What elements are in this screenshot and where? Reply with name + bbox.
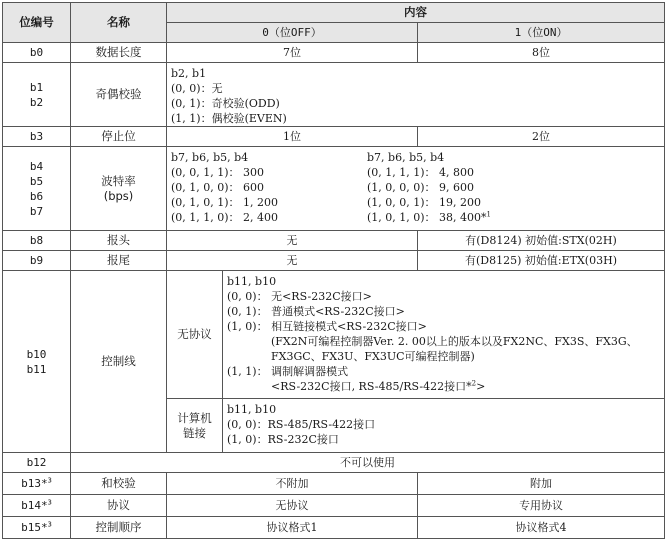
header-on: 1（位ON）: [418, 23, 665, 43]
parity-line: (0, 1)：奇校验(ODD): [171, 97, 280, 110]
table-row: [3, 251, 665, 271]
control-line: (1, 0)：RS-232C接口: [227, 433, 339, 446]
table-row: [3, 271, 665, 399]
baud-line: b7, b6, b5, b4: [367, 151, 445, 164]
computer-link-text: 链接: [183, 425, 206, 440]
baud-line: (0, 1, 0, 1)： 1, 200: [171, 196, 279, 209]
baud-line: (0, 1, 1, 1)： 4, 800: [367, 166, 475, 179]
bit-label: b7: [29, 204, 44, 218]
bit-cell: [3, 495, 71, 517]
name-cell: 控制顺序: [71, 517, 167, 539]
on-cell: 8位: [418, 43, 665, 63]
name-cell: 报尾: [71, 251, 167, 271]
bit-label: b6: [29, 189, 44, 203]
off-cell: 协议格式1: [167, 517, 418, 539]
baud-right-column: [367, 150, 567, 225]
name-cell: [71, 147, 167, 231]
bit-cell: [3, 517, 71, 539]
control-line: b11, b10: [227, 275, 277, 288]
parity-content: [167, 63, 665, 127]
header-off: 0（位OFF）: [167, 23, 418, 43]
on-cell: 附加: [418, 473, 665, 495]
table-row: [3, 127, 665, 147]
name-cell: 和校验: [71, 473, 167, 495]
baud-line: (0, 0, 1, 1)： 300: [171, 166, 265, 179]
baud-line: (1, 0, 1, 0)： 38, 400*: [367, 211, 487, 224]
footnote-mark: 3: [47, 498, 52, 507]
bit-cell: [3, 271, 71, 453]
baud-content: [167, 147, 665, 231]
table-row: [3, 453, 665, 473]
footnote-mark: 3: [47, 520, 52, 529]
on-cell: 协议格式4: [418, 517, 665, 539]
bit-cell: [3, 63, 71, 127]
bit-label: b13*: [21, 477, 48, 490]
modem-detail-close: >: [476, 380, 486, 393]
bit-cell: b9: [3, 251, 71, 271]
bit-label: b14*: [21, 499, 48, 512]
control-note: FX3GC、FX3U、FX3UC可编程控制器): [271, 350, 475, 363]
table-row: [3, 63, 665, 127]
no-protocol-label: 无协议: [167, 271, 223, 399]
name-cell: 控制线: [71, 271, 167, 453]
name-cell: 奇偶校验: [71, 63, 167, 127]
computer-link-label: [167, 399, 223, 453]
bit-label: b11: [26, 362, 47, 376]
modem-detail-text: <RS-232C接口, RS-485/RS-422接口*: [271, 380, 472, 393]
on-cell: 专用协议: [418, 495, 665, 517]
computer-link-text: 计算机: [177, 410, 212, 425]
computer-link-content: [223, 399, 665, 453]
bit-label: b15*: [21, 521, 48, 534]
off-cell: 无: [167, 251, 418, 271]
bit-cell: b3: [3, 127, 71, 147]
on-cell: 2位: [418, 127, 665, 147]
name-cell: 协议: [71, 495, 167, 517]
control-line: (0, 0)：RS-485/RS-422接口: [227, 418, 376, 431]
table-row: [3, 147, 665, 231]
control-line: (1, 1)： 调制解调器模式: [227, 365, 349, 378]
off-cell: 无协议: [167, 495, 418, 517]
table-row: [3, 43, 665, 63]
communication-format-table: [2, 2, 665, 539]
bit-cell: b8: [3, 231, 71, 251]
control-line: (1, 0)： 相互链接模式<RS-232C接口>: [227, 320, 427, 333]
off-cell: 无: [167, 231, 418, 251]
on-cell: 有(D8124) 初始值:STX(02H): [418, 231, 665, 251]
control-line: (0, 0)： 无<RS-232C接口>: [227, 290, 372, 303]
bit-label: b2: [29, 95, 44, 109]
unused-cell: 不可以使用: [71, 453, 665, 473]
name-cell: 停止位: [71, 127, 167, 147]
bit-cell: b12: [3, 453, 71, 473]
table-row: [3, 517, 665, 539]
control-note: (FX2N可编程控制器Ver. 2. 00以上的版本以及FX2NC、FX3S、FX3G、: [271, 335, 638, 348]
baud-line-last: [367, 210, 567, 225]
header-content: 内容: [167, 3, 665, 23]
table-row: [3, 473, 665, 495]
baud-line: (1, 0, 0, 0)： 9, 600: [367, 181, 475, 194]
no-protocol-content: [223, 271, 665, 399]
bit-cell: b0: [3, 43, 71, 63]
footnote-mark: 3: [47, 476, 52, 485]
on-cell: 有(D8125) 初始值:ETX(03H): [418, 251, 665, 271]
bit-label: b1: [29, 80, 44, 94]
control-line: (0, 1)： 普通模式<RS-232C接口>: [227, 305, 405, 318]
header-name: 名称: [71, 3, 167, 43]
bit-label: b5: [29, 174, 44, 188]
parity-line: b2, b1: [171, 67, 207, 80]
off-cell: 7位: [167, 43, 418, 63]
baud-line: (0, 1, 1, 0)： 2, 400: [171, 211, 279, 224]
baud-line: (1, 0, 0, 1)： 19, 200: [367, 196, 482, 209]
name-cell: 报头: [71, 231, 167, 251]
footnote-mark: 1: [486, 210, 492, 219]
baud-left-column: [171, 150, 367, 225]
baud-line: b7, b6, b5, b4: [171, 151, 249, 164]
bit-cell: [3, 473, 71, 495]
baud-line: (0, 1, 0, 0)： 600: [171, 181, 265, 194]
parity-line: (1, 1)：偶校验(EVEN): [171, 112, 287, 125]
off-cell: 不附加: [167, 473, 418, 495]
bit-label: b4: [29, 159, 44, 173]
name-cell: 数据长度: [71, 43, 167, 63]
modem-detail: [227, 379, 660, 394]
parity-line: (0, 0)：无: [171, 82, 223, 95]
footnote-mark: 2: [471, 379, 477, 388]
table-row: [3, 495, 665, 517]
bit-label: b10: [26, 347, 47, 361]
baud-unit: (bps): [103, 188, 134, 203]
header-bit-no: 位编号: [3, 3, 71, 43]
off-cell: 1位: [167, 127, 418, 147]
table-row: [3, 231, 665, 251]
baud-title: 波特率: [101, 173, 136, 188]
bit-cell: [3, 147, 71, 231]
control-line: b11, b10: [227, 403, 277, 416]
